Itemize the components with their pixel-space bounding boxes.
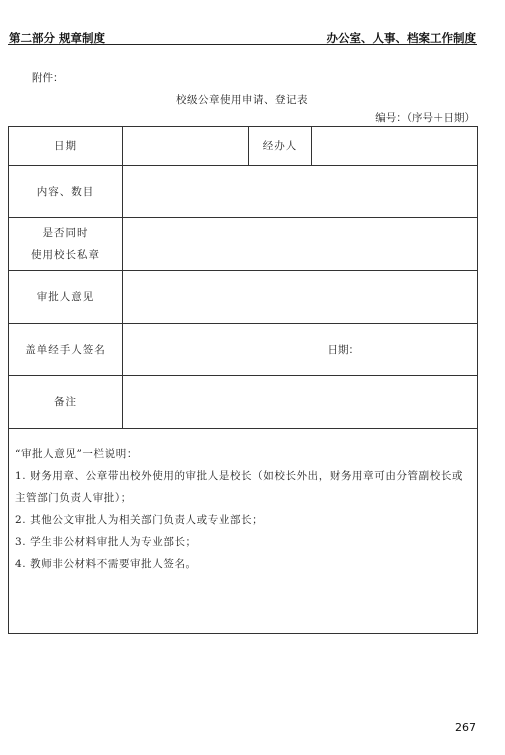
remarks-field[interactable]	[123, 376, 478, 429]
notes-cell	[9, 429, 478, 634]
principal-seal-field[interactable]	[123, 218, 478, 271]
form-row-notes	[9, 429, 478, 634]
date-label: 日期	[9, 127, 123, 166]
form-row-remarks	[9, 376, 478, 429]
header-divider	[8, 44, 477, 45]
form-row-principal-seal	[9, 218, 478, 271]
content-label: 内容、数目	[9, 166, 123, 218]
principal-seal-label	[9, 218, 123, 271]
section-header: 第二部分 规章制度	[9, 31, 106, 45]
principal-seal-label-line1: 是否同时	[42, 227, 89, 239]
principal-seal-label-line2: 使用校长私章	[31, 249, 100, 261]
notes-heading: “审批人意见”一栏说明：	[15, 448, 138, 460]
serial-number-note: 编号：（序号＋日期）	[375, 112, 475, 124]
chapter-header: 办公室、人事、档案工作制度	[326, 31, 476, 45]
remarks-label: 备注	[9, 376, 123, 429]
form-row-stamper	[9, 324, 478, 376]
form-row-content	[9, 166, 478, 218]
form-title: 校级公章使用申请、登记表	[176, 94, 308, 106]
handler-field[interactable]	[312, 127, 478, 166]
date-field[interactable]	[123, 127, 249, 166]
attachment-label: 附件：	[32, 72, 64, 84]
notes-item: 4. 教师非公材料不需要审批人签名。	[15, 558, 197, 570]
notes-item: 2. 其他公文审批人为相关部门负责人或专业部长；	[15, 514, 264, 526]
stamper-label: 盖单经手人签名	[9, 324, 123, 376]
approver-field[interactable]	[123, 271, 478, 324]
seal-application-form	[8, 126, 478, 634]
form-row-date	[9, 127, 478, 166]
stamper-signature-field[interactable]	[123, 324, 478, 376]
page-number: 267	[455, 721, 476, 734]
notes-item: 3. 学生非公材料审批人为专业部长；	[15, 536, 197, 548]
stamper-date-label: 日期：	[327, 344, 359, 356]
form-row-approver	[9, 271, 478, 324]
approver-label: 审批人意见	[9, 271, 123, 324]
handler-label: 经办人	[249, 127, 312, 166]
notes-item: 1. 财务用章、公章带出校外使用的审批人是校长（如校长外出，财务用章可由分管副校长或主管部门负责人审批）；	[15, 470, 464, 504]
content-field[interactable]	[123, 166, 478, 218]
